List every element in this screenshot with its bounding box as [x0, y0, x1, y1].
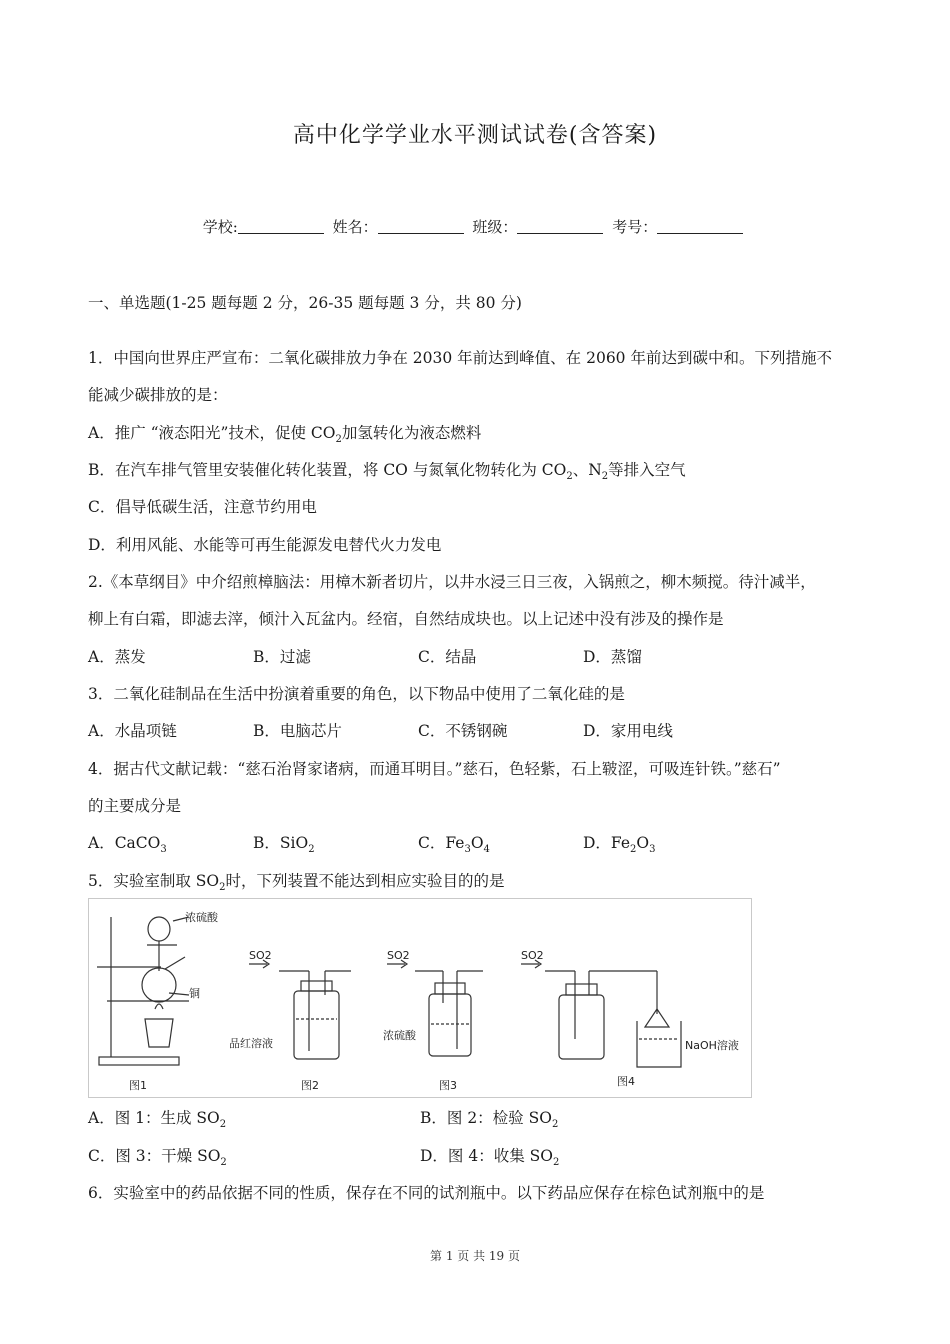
q1-option-b: B．在汽车排气管里安装催化转化装置，将 CO 与氮氧化物转化为 $CO_2$、$N_2$等排入空气 — [88, 461, 686, 482]
flame — [155, 1004, 163, 1009]
q2-stem-line2: 柳上有白霜，即滤去滓，倾汁入瓦盆内。经宿，自然结成块也。以上记述中没有涉及的操作是 — [88, 610, 724, 628]
stand-base — [99, 1057, 179, 1065]
number-label: 考号： — [612, 218, 658, 236]
label-fig1: 图1 — [129, 1079, 147, 1092]
q1-option-c: C．倡导低碳生活，注意节约用电 — [88, 498, 317, 516]
label-pinred: 品红溶液 — [229, 1037, 273, 1050]
q5-stem: 5．实验室制取 $SO_2$时，下列装置不能达到相应实验目的的是 — [88, 872, 505, 893]
label-copper: 铜 — [189, 987, 200, 1000]
q1-stem-line2: 能减少碳排放的是： — [88, 386, 228, 404]
label-so2-3: SO2 — [387, 949, 410, 962]
gas-bottle-4 — [559, 995, 604, 1059]
student-info-row — [0, 216, 950, 237]
label-conc-h2so4: 浓硫酸 — [185, 911, 218, 924]
q4-stem-line2: 的主要成分是 — [88, 797, 182, 815]
q4-options — [88, 833, 848, 860]
q2-option-a: A．蒸发 — [88, 648, 146, 666]
side-arm — [165, 957, 185, 969]
label-fig2: 图2 — [301, 1079, 319, 1092]
q4-option-c: C．$Fe_3O_4$ — [418, 834, 490, 855]
gas-bottle-3 — [429, 994, 471, 1056]
q3-option-b: B．电脑芯片 — [253, 722, 342, 740]
q5-option-c: C．图 3：干燥 $SO_2$ — [88, 1147, 227, 1168]
class-blank — [517, 219, 603, 234]
q5-apparatus-figure — [88, 898, 752, 1098]
q3-option-d: D．家用电线 — [583, 722, 673, 740]
dropping-funnel — [148, 917, 170, 941]
q1-option-d: D．利用风能、水能等可再生能源发电替代火力发电 — [88, 536, 442, 554]
apparatus-diagram — [89, 899, 751, 1097]
q3-option-c: C．不锈钢碗 — [418, 722, 508, 740]
name-label: 姓名： — [332, 218, 378, 236]
label-conc-h2so4-2: 浓硫酸 — [383, 1029, 416, 1042]
school-blank — [238, 219, 324, 234]
q2-option-c: C．结晶 — [418, 648, 477, 666]
stopper-2 — [301, 981, 332, 991]
beaker — [637, 1021, 681, 1067]
q4-option-b: B．SiO$_2$ — [253, 834, 315, 855]
q5-options-row2 — [88, 1146, 752, 1173]
section-heading: 一、单选题(1-25 题每题 2 分，26-35 题每题 3 分，共 80 分) — [88, 294, 522, 312]
page-title: 高中化学学业水平测试试卷(含答案) — [292, 123, 658, 148]
gas-bottle-2 — [294, 991, 339, 1059]
q3-options — [88, 721, 848, 741]
class-label: 班级： — [472, 218, 518, 236]
name-blank — [378, 219, 464, 234]
q2-stem-line1: 2.《本草纲目》中介绍煎樟脑法：用樟木新者切片，以井水浸三日三夜，入锅煎之，柳木频搅。待汁减半， — [88, 573, 816, 591]
q2-options — [88, 647, 848, 667]
q1-stem-line1: 1．中国向世界庄严宣布：二氧化碳排放力争在 2030 年前达到峰值、在 2060 年前达到碳中和。下列措施不 — [88, 349, 832, 367]
label-so2-2: SO2 — [249, 949, 272, 962]
q5-option-d: D．图 4：收集 $SO_2$ — [420, 1147, 560, 1168]
stopper-4 — [566, 984, 597, 995]
q5-option-a: A．图 1：生成 $SO_2$ — [88, 1109, 227, 1130]
q4-option-a: A．CaCO$_3$ — [88, 834, 167, 855]
q5-options-row1 — [88, 1108, 752, 1135]
number-blank — [657, 219, 743, 234]
school-label: 学校: — [202, 218, 238, 236]
round-bottom-flask — [142, 968, 176, 1002]
alcohol-burner — [145, 1019, 173, 1047]
q6-stem: 6．实验室中的药品依据不同的性质，保存在不同的试剂瓶中。以下药品应保存在棕色试剂瓶中的是 — [88, 1184, 765, 1202]
label-naoh: NaOH溶液 — [685, 1039, 739, 1052]
label-fig4: 图4 — [617, 1075, 635, 1088]
stopper-3 — [435, 983, 465, 994]
q4-stem-line1: 4．据古代文献记载：“慈石治肾家诸病，而通耳明目。”慈石，色轻紫，石上皲涩，可吸连针铁。”慈石” — [88, 760, 781, 778]
page-footer: 第 1 页 共 19 页 — [430, 1249, 520, 1263]
label-so2-4: SO2 — [521, 949, 544, 962]
q3-option-a: A．水晶项链 — [88, 722, 177, 740]
q5-option-b: B．图 2：检验 $SO_2$ — [420, 1109, 559, 1130]
q3-stem: 3．二氧化硅制品在生活中扮演着重要的角色，以下物品中使用了二氧化硅的是 — [88, 685, 625, 703]
copper-pointer — [169, 993, 189, 995]
q2-option-d: D．蒸馏 — [583, 648, 642, 666]
q4-option-d: D．$Fe_2O_3$ — [583, 834, 656, 855]
q1-option-a: A．推广 “液态阳光”技术，促使 $CO_2$加氢转化为液态燃料 — [88, 424, 482, 445]
q2-option-b: B．过滤 — [253, 648, 311, 666]
label-fig3: 图3 — [439, 1079, 457, 1092]
